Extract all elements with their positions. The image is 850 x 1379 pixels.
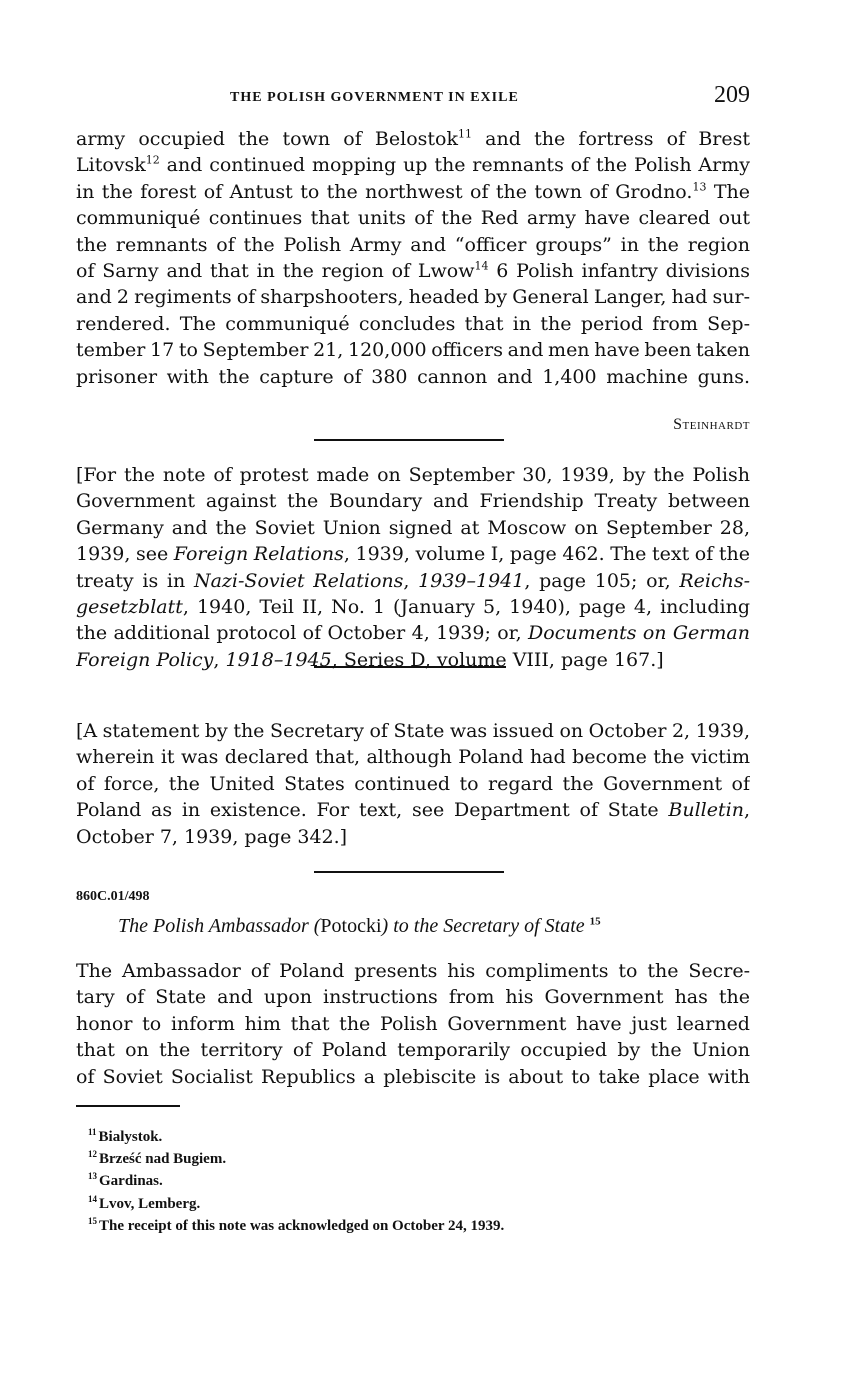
- section-divider: [314, 439, 504, 441]
- citation-title: Foreign Relations: [173, 543, 344, 566]
- text-line: October 7, 1939, page 342.]: [76, 825, 348, 848]
- footnote-14: $^{14}$ Lvov, Lemberg.: [88, 1193, 201, 1212]
- footnote-ref-13[interactable]: 13: [692, 180, 707, 194]
- page-header: [0, 84, 750, 114]
- signature: Steinhardt: [673, 416, 750, 433]
- text-line: communiqué continues that units of the Red army have cleared out: [76, 207, 750, 230]
- citation-title: Foreign Policy: [76, 648, 214, 671]
- section-divider: [314, 871, 504, 873]
- text-line: the remnants of the Polish Army and “officer groups” in the region: [76, 233, 750, 256]
- text-line: gesetzblatt, 1940, Teil II, No. 1 (January 5, 1940), page 4, including: [76, 596, 750, 619]
- text-line: that on the territory of Poland temporarily occupied by the Union: [76, 1039, 750, 1062]
- text-line: Foreign Policy, 1918–1945, Series D, volume VIII, page 167.]: [76, 648, 664, 671]
- paragraph-ambassador-note: [76, 958, 750, 1090]
- footnote-ref-14[interactable]: 14: [474, 259, 489, 273]
- text-line: [A statement by the Secretary of State was issued on October 2, 1939,: [76, 720, 750, 742]
- text-line: treaty is in Nazi-Soviet Relations, 1939–1941, page 105; or, Reichs-: [76, 569, 750, 592]
- text-line: The Ambassador of Poland presents his compliments to the Secre-: [76, 960, 750, 982]
- file-number: 860C.01/498: [76, 889, 150, 904]
- text-line: honor to inform him that the Polish Government have just learned: [76, 1012, 750, 1035]
- citation-title: Documents on German: [528, 622, 750, 645]
- citation-title: 1918–1945: [225, 648, 332, 671]
- text-line: army occupied the town of Belostok$^{11}$ and the fortress of Brest: [76, 127, 750, 150]
- text-line: prisoner with the capture of 380 cannon and 1,400 machine guns.: [76, 365, 750, 388]
- footnote-13: $^{13}$ Gardinas.: [88, 1171, 163, 1190]
- text-line: in the forest of Antust to the northwest of the town of Grodno.$^{13}$ The: [76, 180, 750, 203]
- footnote-12: $^{12}$ Brześć nad Bugiem.: [88, 1149, 227, 1168]
- text-line: the additional protocol of October 4, 1939; or, Documents on German: [76, 622, 750, 645]
- paragraph-secretary-statement: [76, 718, 750, 850]
- text-line: tember 17 to September 21, 120,000 officers and men have been taken: [76, 339, 750, 362]
- text-line: of Sarny and that in the region of Lwow$^{14}$ 6 Polish infantry divisions: [76, 259, 750, 283]
- text-line: [For the note of protest made on September 30, 1939, by the Polish: [76, 464, 750, 486]
- citation-title: gesetzblatt: [76, 596, 183, 619]
- citation-title: Bulletin: [668, 799, 744, 822]
- citation-title: Nazi-Soviet Relations: [193, 569, 404, 592]
- footnote-ref-11[interactable]: 11: [457, 127, 472, 141]
- text-line: Government against the Boundary and Friendship Treaty between: [76, 490, 750, 513]
- footnote-11: $^{11}$ Bialystok.: [88, 1127, 163, 1145]
- footnote-ref-12[interactable]: 12: [145, 154, 160, 168]
- citation-title: 1939–1941: [418, 569, 525, 592]
- footnote-ref-15[interactable]: 15: [589, 915, 601, 928]
- citation-title: Reichs-: [679, 569, 750, 592]
- running-head: THE POLISH GOVERNMENT IN EXILE: [230, 90, 519, 105]
- text-line: of Soviet Socialist Republics a plebiscite is about to take place with: [76, 1065, 750, 1088]
- paragraph-protest-note: [76, 462, 750, 673]
- document-title: The Polish Ambassador (Potocki) to the Secretary of State $^{15}$: [118, 915, 601, 937]
- text-line: of force, the United States continued to regard the Government of: [76, 772, 750, 795]
- paragraph-soviet-communique: [76, 126, 750, 390]
- text-line: wherein it was declared that, although Poland had become the victim: [76, 746, 750, 769]
- text-line: Poland as in existence. For text, see Department of State Bulletin,: [76, 799, 750, 822]
- footnote-separator: [76, 1105, 180, 1107]
- text-line: rendered. The communiqué concludes that in the period from Sep-: [76, 312, 750, 335]
- page-number: 209: [714, 82, 750, 108]
- footnotes: [88, 1124, 504, 1235]
- text-line: Germany and the Soviet Union signed at Moscow on September 28,: [76, 516, 750, 539]
- text-line: Litovsk$^{12}$ and continued mopping up the remnants of the Polish Army: [76, 154, 750, 177]
- text-line: and 2 regiments of sharpshooters, headed by General Langer, had sur-: [76, 286, 750, 309]
- text-line: tary of State and upon instructions from his Government has the: [76, 986, 750, 1009]
- section-divider: [314, 666, 506, 668]
- text-line: 1939, see Foreign Relations, 1939, volume I, page 462. The text of the: [76, 543, 750, 566]
- footnote-15: $^{15}$ The receipt of this note was acknowledged on October 24, 1939.: [88, 1215, 505, 1234]
